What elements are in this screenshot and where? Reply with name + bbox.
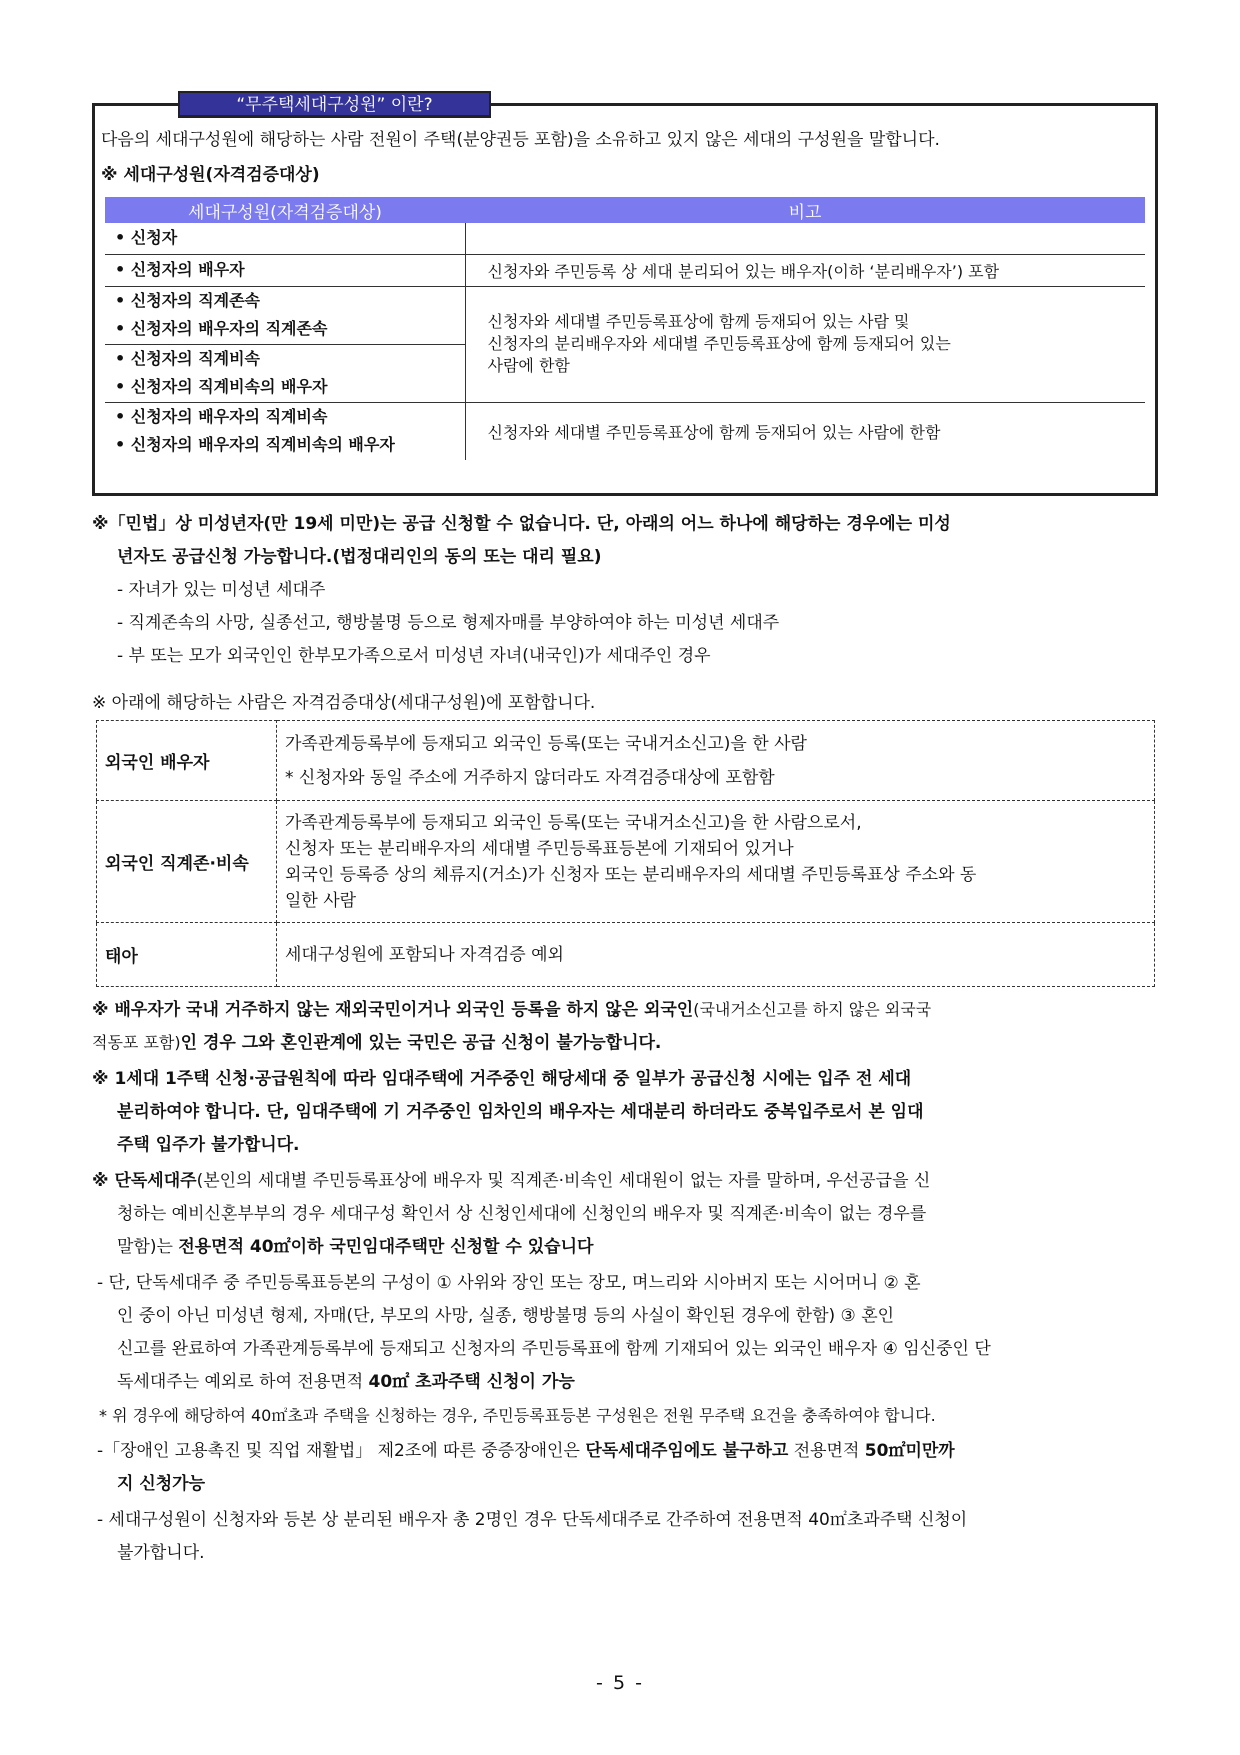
- table-row: • 신청자: [105, 223, 465, 254]
- table-row: • 신청자의 배우자의 직계비속 • 신청자의 배우자의 직계비속의 배우자: [105, 402, 465, 460]
- table-cell-remark: 신청자와 세대별 주민등록표상에 함께 등재되어 있는 사람에 한함: [487, 422, 941, 442]
- exception-line: 신고를 완료하여 가족관계등록부에 등재되고 신청자의 주민등록표에 함께 기재되어 있는 외국인 배우자 ④ 임신중인 단: [117, 1339, 991, 1359]
- single-note-line2: 청하는 예비신혼부부의 경우 세대구성 확인서 상 신청인세대에 신청인의 배우자 및 직계존·비속이 없는 경우를: [117, 1204, 927, 1224]
- minor-note-line2: 년자도 공급신청 가능합니다.(법정대리인의 동의 또는 대리 필요): [117, 547, 602, 567]
- foreign-key: 태아: [97, 923, 277, 987]
- two-member-note-line1: - 세대구성원이 신청자와 등본 상 분리된 배우자 총 2명인 경우 단독세대주로 간주하여 전용면적 40㎡초과주택 신청이: [97, 1510, 968, 1530]
- disabled-note-line1: -「장애인 고용촉진 및 직업 재활법」 제2조에 따른 중증장애인은 단독세대주임에도 불구하고 전용면적 50㎡미만까: [97, 1441, 955, 1461]
- page-number: - 5 -: [596, 1672, 644, 1694]
- foreign-key: 외국인 배우자: [97, 721, 277, 801]
- exception-line: 인 중이 아닌 미성년 형제, 자매(단, 부모의 사망, 실종, 행방불명 등의 사실이 확인된 경우에 한함) ③ 혼인: [117, 1306, 895, 1326]
- one-house-note-line1: ※ 1세대 1주택 신청·공급원칙에 따라 임대주택에 거주중인 해당세대 중 일부가 공급신청 시에는 입주 전 세대: [92, 1069, 912, 1089]
- star-note: * 위 경우에 해당하여 40㎡초과 주택을 신청하는 경우, 주민등록표등본 구성원은 전원 무주택 요건을 충족하여야 합니다.: [99, 1406, 936, 1425]
- disabled-note-line2: 지 신청가능: [117, 1474, 206, 1494]
- minor-note-line1: ※「민법」상 미성년자(만 19세 미만)는 공급 신청할 수 없습니다. 단, 아래의 어느 하나에 해당하는 경우에는 미성: [92, 514, 951, 534]
- foreign-value: 세대구성원에 포함되나 자격검증 예외: [277, 923, 1155, 987]
- one-house-note-line3: 주택 입주가 불가합니다.: [117, 1135, 300, 1155]
- table-cell-remark: [465, 223, 1145, 254]
- one-house-note-line2: 분리하여야 합니다. 단, 임대주택에 기 거주중인 임차인의 배우자는 세대분리 하더라도 중복입주로서 본 임대: [117, 1102, 924, 1122]
- foreign-value: 가족관계등록부에 등재되고 외국인 등록(또는 국내거소신고)을 한 사람 * 신청자와 동일 주소에 거주하지 않더라도 자격검증대상에 포함함: [277, 721, 1155, 801]
- two-member-note-line2: 불가합니다.: [117, 1543, 205, 1563]
- minor-item: - 자녀가 있는 미성년 세대주: [117, 580, 326, 600]
- foreign-member-table: [96, 720, 1155, 987]
- exception-line: - 단, 단독세대주 중 주민등록표등본의 구성이 ① 사위와 장인 또는 장모, 며느리와 시아버지 또는 시어머니 ② 혼: [97, 1273, 921, 1293]
- household-member-heading: ※ 세대구성원(자격검증대상): [101, 165, 320, 185]
- table-row: • 신청자의 배우자: [105, 254, 465, 286]
- spouse-note-line1: ※ 배우자가 국내 거주하지 않는 재외국민이거나 외국인 등록을 하지 않은 외국인(국내거소신고를 하지 않은 외국국: [92, 1000, 932, 1020]
- table-row: • 신청자의 직계비속 • 신청자의 직계비속의 배우자: [105, 344, 465, 402]
- definition-title: “무주택세대구성원” 이란?: [178, 91, 491, 118]
- household-member-table: [105, 197, 1145, 460]
- minor-item: - 부 또는 모가 외국인인 한부모가족으로서 미성년 자녀(내국인)가 세대주인 경우: [117, 646, 711, 666]
- exception-line: 독세대주는 예외로 하여 전용면적 40㎡ 초과주택 신청이 가능: [117, 1372, 575, 1392]
- foreign-value: 가족관계등록부에 등재되고 외국인 등록(또는 국내거소신고)을 한 사람으로서, 신청자 또는 분리배우자의 세대별 주민등록표등본에 기재되어 있거나 외국인 등록증 상의 체류지(거소)가 신청자 또는 분리배우자의 세대별 주민등록표상 주소와 동 일한 사람: [277, 801, 1155, 923]
- foreign-key: 외국인 직계존·비속: [97, 801, 277, 923]
- table-cell-remark: 신청자와 세대별 주민등록표상에 함께 등재되어 있는 사람 및 신청자의 분리배우자와 세대별 주민등록표상에 함께 등재되어 있는 사람에 한함: [465, 286, 1145, 402]
- single-note-line3: 말함)는 전용면적 40㎡이하 국민임대주택만 신청할 수 있습니다: [117, 1237, 594, 1257]
- spouse-note-line2: 적동포 포함)인 경우 그와 혼인관계에 있는 국민은 공급 신청이 불가능합니다.: [92, 1033, 662, 1053]
- table-row: • 신청자의 직계존속 • 신청자의 배우자의 직계존속: [105, 286, 465, 344]
- single-note-line1: ※ 단독세대주(본인의 세대별 주민등록표상에 배우자 및 직계존·비속인 세대원이 없는 자를 말하며, 우선공급을 신: [92, 1171, 931, 1191]
- table-cell-remark: 신청자와 주민등록 상 세대 분리되어 있는 배우자(이하 ‘분리배우자’) 포함: [465, 254, 1145, 286]
- table-header-members: 세대구성원(자격검증대상): [105, 197, 465, 223]
- minor-item: - 직계존속의 사망, 실종선고, 행방불명 등으로 형제자매를 부양하여야 하는 미성년 세대주: [117, 613, 780, 633]
- table-header-remarks: 비고: [465, 197, 1145, 223]
- foreign-note: ※ 아래에 해당하는 사람은 자격검증대상(세대구성원)에 포함합니다.: [92, 693, 596, 713]
- definition-intro: 다음의 세대구성원에 해당하는 사람 전원이 주택(분양권등 포함)을 소유하고 있지 않은 세대의 구성원을 말합니다.: [101, 130, 940, 150]
